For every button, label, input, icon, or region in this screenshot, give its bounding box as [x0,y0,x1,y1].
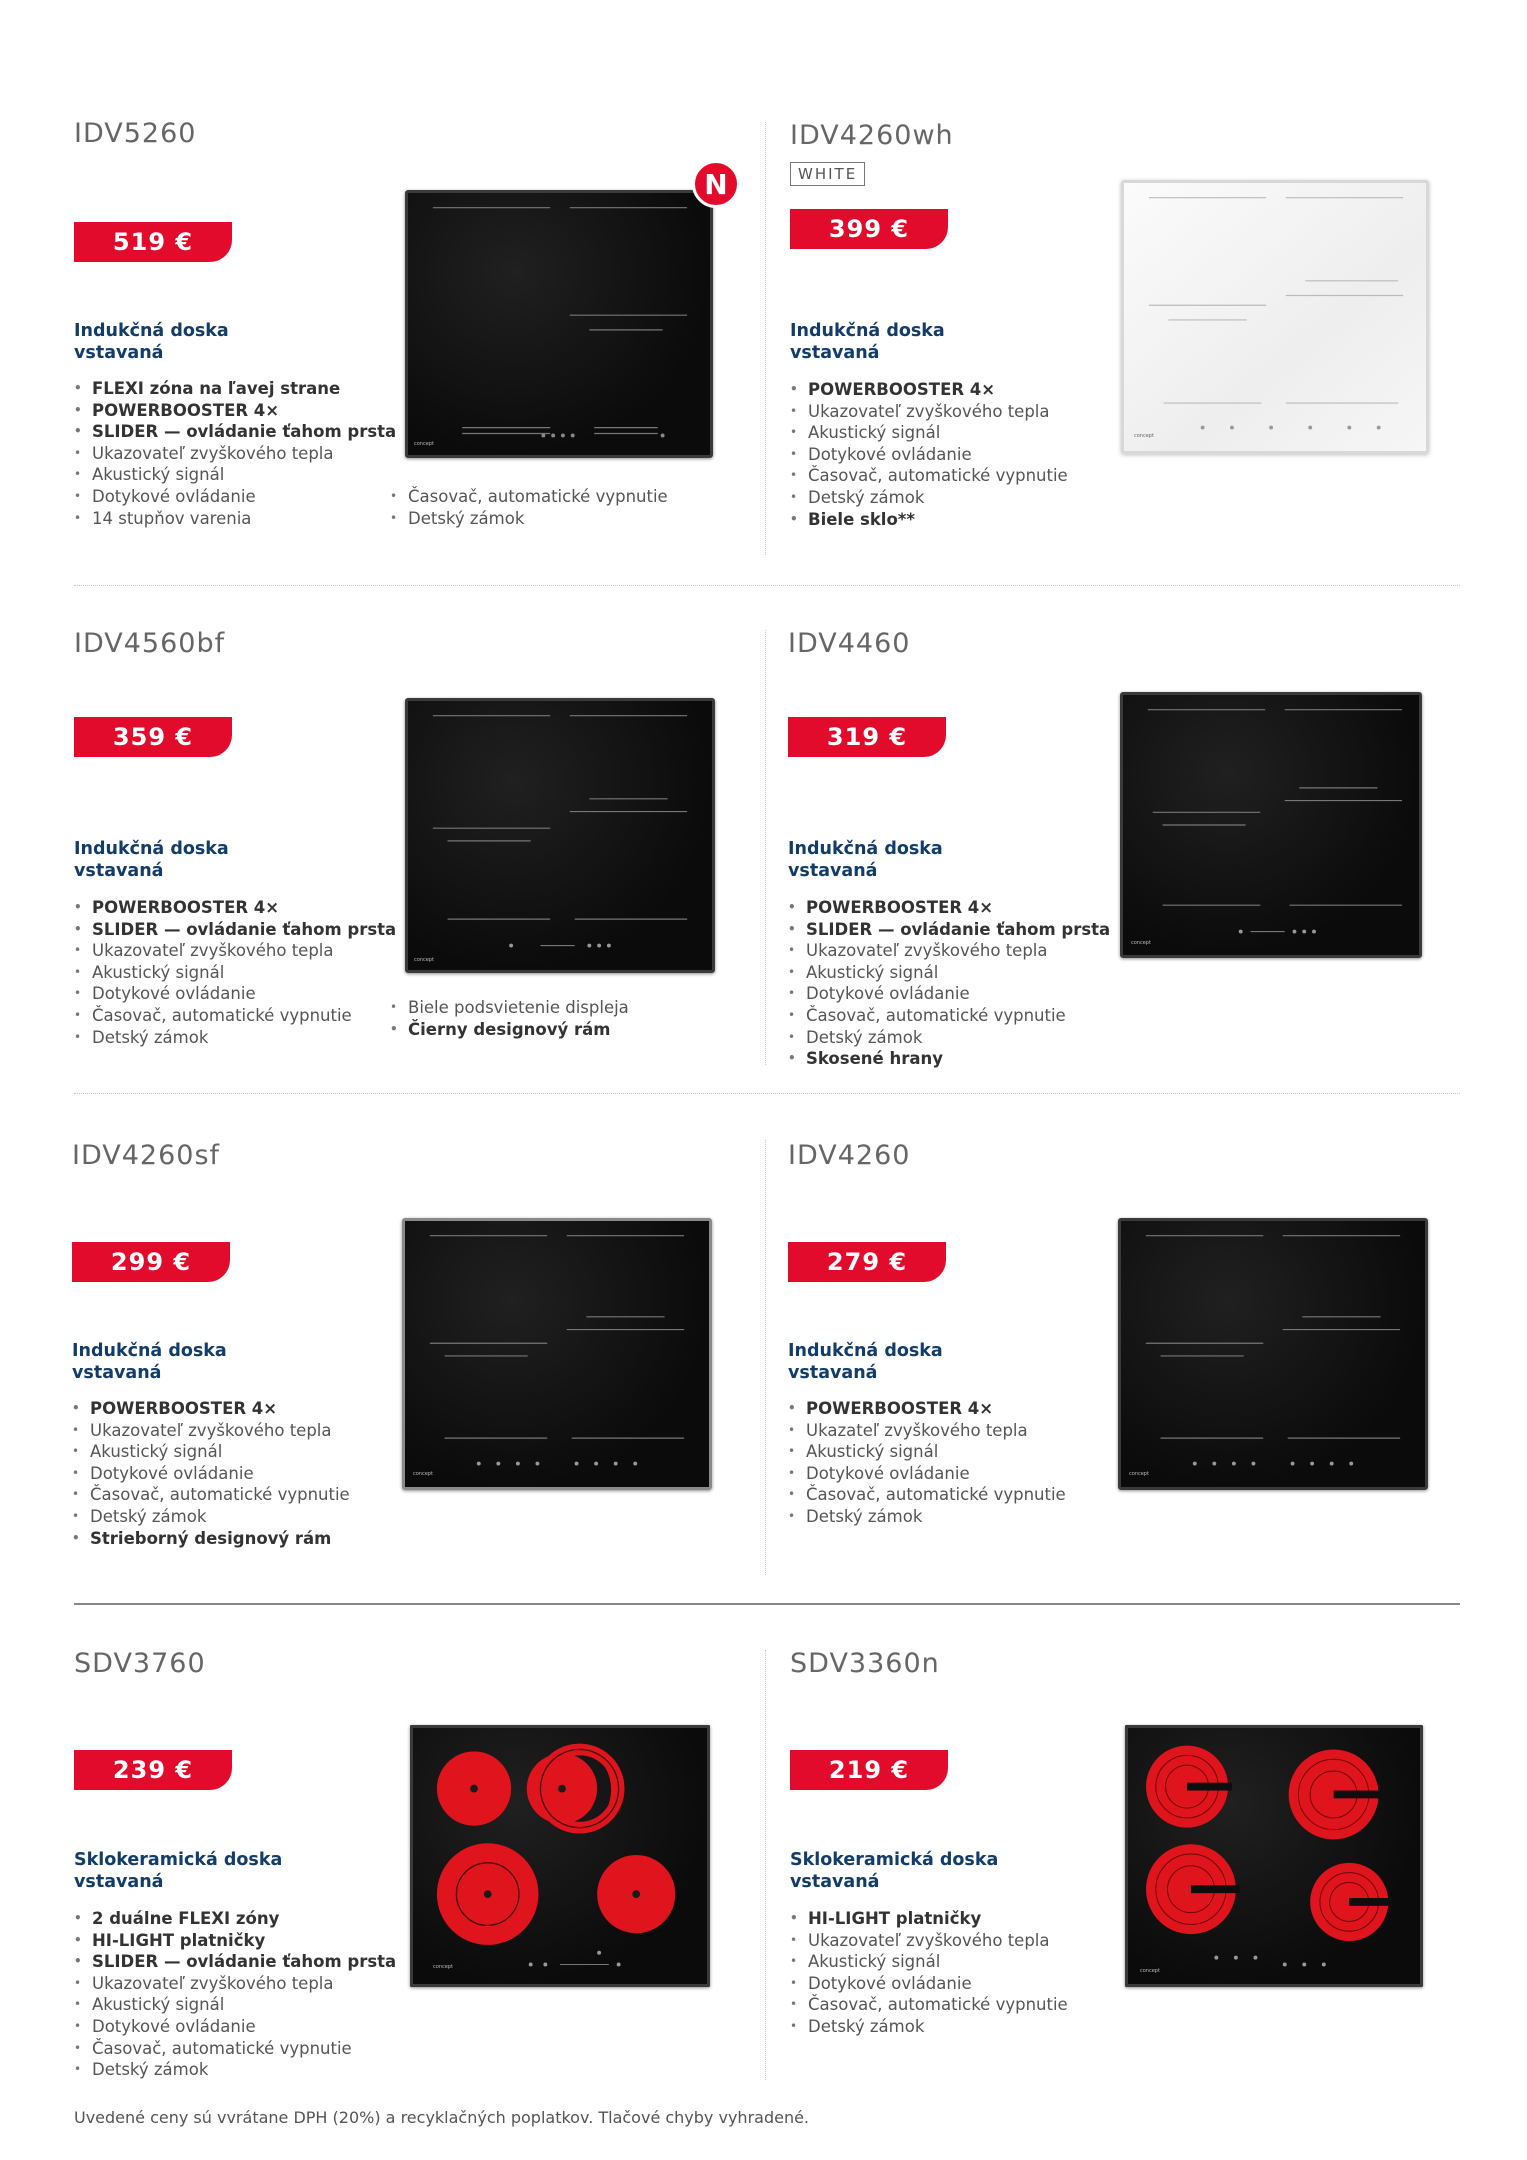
feature-list [790,379,1068,530]
row-divider-2 [74,1093,1460,1094]
row-divider-1 [74,585,1460,586]
product-type-line-1: Indukčná doska [788,1341,943,1361]
product-type-line-2: vstavaná [790,343,880,363]
feature-item: • Akustický signál [74,1994,396,2016]
feature-item: • Akustický signál [72,1441,350,1463]
feature-item: • Detský zámok [788,1506,1066,1528]
model-name: SDV3360n [790,1648,940,1679]
model-name: IDV4560bf [74,628,226,659]
feature-item: • Časovač, automatické vypnutie [74,2038,396,2060]
product-type-line-2: vstavaná [788,861,878,881]
footer-note: Uvedené ceny sú vvrátane DPH (20%) a recyklačných poplatkov. Tlačové chyby vyhradené. [74,2108,810,2127]
product-type [74,320,229,364]
feature-item: • POWERBOOSTER 4× [72,1398,350,1420]
product-image-ceramic-hob [1125,1725,1423,1987]
feature-item: • HI-LIGHT platničky [74,1930,396,1952]
feature-item: • Akustický signál [788,962,1110,984]
feature-item: • Časovač, automatické vypnutie [790,1994,1068,2016]
product-image-ceramic-hob [410,1725,710,1987]
feature-item: • Ukazovateľ zvyškového tepla [790,401,1068,423]
price-tag: 399 € [790,209,948,249]
feature-item: • Časovač, automatické vypnutie [390,486,668,508]
product-type-line-1: Sklokeramická doska [74,1850,283,1870]
price-tag: 359 € [74,717,232,757]
brand-logo: concept [1131,940,1151,946]
feature-item: • Časovač, automatické vypnutie [788,1005,1110,1027]
feature-item: • Detský zámok [72,1506,350,1528]
feature-item: • Detský zámok [788,1027,1110,1049]
feature-item: • Akustický signál [74,962,396,984]
product-image-induction-hob [1118,1218,1428,1490]
feature-item: • Dotykové ovládanie [790,1973,1068,1995]
feature-item: • Časovač, automatické vypnutie [788,1484,1066,1506]
column-divider-row-1 [765,122,766,555]
feature-item: • Biele podsvietenie displeja [390,997,629,1019]
feature-item: • POWERBOOSTER 4× [74,400,396,422]
hob-markings [1121,1221,1425,1487]
product-type-line-1: Sklokeramická doska [790,1850,999,1870]
product-type-line-2: vstavaná [74,1872,164,1892]
product-image-induction-hob [1120,692,1422,958]
product-type [72,1340,227,1384]
product-type [788,1340,943,1384]
price-tag: 319 € [788,717,946,757]
column-divider-row-3 [765,1140,766,1575]
product-type-line-1: Indukčná doska [74,839,229,859]
model-name: IDV5260 [74,118,197,149]
price-tag: 279 € [788,1242,946,1282]
feature-item: • Strieborný designový rám [72,1528,350,1550]
feature-item: • Dotykové ovládanie [74,486,396,508]
section-divider [74,1603,1460,1605]
feature-item: • 2 duálne FLEXI zóny [74,1908,396,1930]
model-name: IDV4460 [788,628,911,659]
feature-item: • HI-LIGHT platničky [790,1908,1068,1930]
product-type-line-2: vstavaná [788,1363,878,1383]
product-type-line-2: vstavaná [74,861,164,881]
feature-item: • FLEXI zóna na ľavej strane [74,378,396,400]
product-image-induction-hob [405,698,715,973]
brand-logo: concept [1140,1968,1160,1974]
price-tag: 519 € [74,222,232,262]
feature-item: • Skosené hrany [788,1048,1110,1070]
product-type-line-2: vstavaná [790,1872,880,1892]
product-type [790,1849,998,1893]
product-image-induction-hob [402,1218,712,1490]
feature-list-extra [390,997,629,1040]
feature-item: • Akustický signál [790,1951,1068,1973]
feature-item: • Detský zámok [390,508,668,530]
model-name: IDV4260 [788,1140,911,1171]
price-tag: 239 € [74,1750,232,1790]
feature-item: • Ukazovateľ zvyškového tepla [74,940,396,962]
feature-item: • Akustický signál [788,1441,1066,1463]
feature-item: • Detský zámok [74,2059,396,2081]
new-badge: N [692,160,740,208]
brand-logo: concept [1134,433,1154,439]
feature-item: • Dotykové ovládanie [72,1463,350,1485]
brand-logo: concept [414,441,434,447]
feature-item: • SLIDER — ovládanie ťahom prsta [74,1951,396,1973]
product-type-line-1: Indukčná doska [788,839,943,859]
brand-logo: concept [1129,1471,1149,1477]
feature-list [788,1398,1066,1528]
brand-logo: concept [413,1471,433,1477]
feature-list [74,378,396,529]
feature-item: • Akustický signál [790,422,1068,444]
hob-markings [1123,695,1419,955]
feature-item: • SLIDER — ovládanie ťahom prsta [74,919,396,941]
feature-list-extra [390,486,668,529]
hob-markings [405,1221,709,1487]
feature-item: • Detský zámok [790,487,1068,509]
feature-item: • POWERBOOSTER 4× [788,1398,1066,1420]
feature-item: • Časovač, automatické vypnutie [74,1005,396,1027]
feature-list [790,1908,1068,2038]
feature-item: • Dotykové ovládanie [74,983,396,1005]
feature-item: • Ukazovateľ zvyškového tepla [74,1973,396,1995]
brand-logo: concept [414,957,434,963]
heating-zones [413,1728,707,1984]
product-type [74,1849,282,1893]
column-divider-row-4 [765,1650,766,2080]
product-type-line-2: vstavaná [74,343,164,363]
hob-markings [408,701,712,970]
feature-item: • Časovač, automatické vypnutie [72,1484,350,1506]
feature-item: • Ukazovateľ zvyškového tepla [72,1420,350,1442]
feature-list [74,897,396,1048]
feature-item: • Detský zámok [790,2016,1068,2038]
feature-list [788,897,1110,1070]
feature-item: • POWERBOOSTER 4× [790,379,1068,401]
feature-item: • Dotykové ovládanie [790,444,1068,466]
feature-item: • Detský zámok [74,1027,396,1049]
product-type [788,838,943,882]
product-type-line-1: Indukčná doska [74,321,229,341]
feature-item: • Ukazovateľ zvyškového tepla [74,443,396,465]
feature-item: • Biele sklo** [790,509,1068,531]
product-type [790,320,945,364]
hob-markings [408,193,710,455]
feature-item: • SLIDER — ovládanie ťahom prsta [788,919,1110,941]
feature-item: • Ukazateľ zvyškového tepla [788,1420,1066,1442]
feature-item: • Dotykové ovládanie [788,983,1110,1005]
product-image-induction-hob-white [1121,180,1429,454]
column-divider-row-2 [765,630,766,1065]
product-type-line-2: vstavaná [72,1363,162,1383]
feature-item: • Ukazovateľ zvyškového tepla [788,940,1110,962]
feature-item: • Ukazovateľ zvyškového tepla [790,1930,1068,1952]
feature-item: • Akustický signál [74,464,396,486]
product-type-line-1: Indukčná doska [790,321,945,341]
feature-item: • 14 stupňov varenia [74,508,396,530]
price-tag: 219 € [790,1750,948,1790]
feature-item: • Dotykové ovládanie [788,1463,1066,1485]
feature-item: • POWERBOOSTER 4× [788,897,1110,919]
hob-markings [1124,183,1426,451]
feature-list [74,1908,396,2081]
feature-item: • Dotykové ovládanie [74,2016,396,2038]
feature-item: • SLIDER — ovládanie ťahom prsta [74,421,396,443]
feature-list [72,1398,350,1549]
price-tag: 299 € [72,1242,230,1282]
feature-item: • POWERBOOSTER 4× [74,897,396,919]
color-tag: WHITE [790,162,865,186]
brand-logo: concept [433,1964,453,1970]
product-image-induction-hob [405,190,713,458]
model-name: IDV4260wh [790,120,954,151]
heating-zones [1128,1728,1420,1984]
product-type-line-1: Indukčná doska [72,1341,227,1361]
model-name: IDV4260sf [72,1140,221,1171]
model-name: SDV3760 [74,1648,206,1679]
feature-item: • Časovač, automatické vypnutie [790,465,1068,487]
feature-item: • Čierny designový rám [390,1019,629,1041]
product-type [74,838,229,882]
